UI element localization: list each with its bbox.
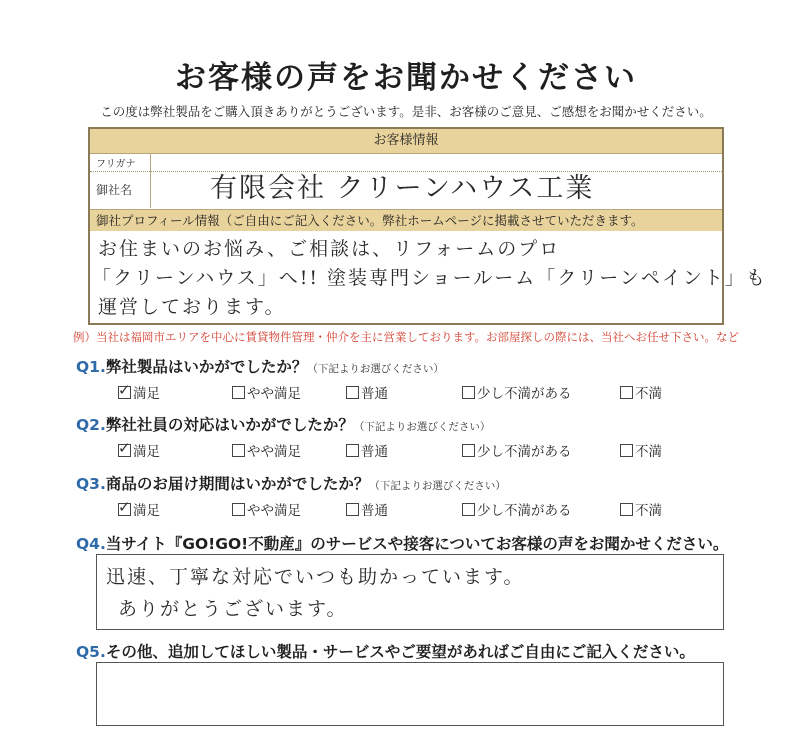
checkbox[interactable] [462, 386, 475, 399]
q2-option-normal[interactable] [346, 440, 388, 460]
checkbox[interactable] [346, 444, 359, 457]
question-2 [76, 413, 490, 435]
checkbox[interactable] [232, 444, 245, 457]
checkbox[interactable] [346, 386, 359, 399]
option-label: 少し不満がある [477, 503, 572, 519]
q4-answer-line: ありがとうございます。 [118, 598, 348, 620]
q1-option-unsatisfied[interactable] [620, 382, 662, 402]
question-3 [76, 472, 506, 494]
question-text: その他、追加してほしい製品・サービスやご要望があればご自由にご記入ください。 [105, 643, 695, 661]
example-note: 例）当社は福岡市エリアを中心に賃貸物件管理・仲介を主に営業しております。お部屋探しの際には、当社へお任せ下さい。など [72, 330, 740, 344]
q5-answer-box[interactable] [96, 662, 724, 726]
checkbox[interactable] [232, 386, 245, 399]
option-label: 満足 [133, 444, 160, 460]
q1-option-satisfied[interactable] [118, 382, 160, 402]
checkbox[interactable] [462, 503, 475, 516]
intro-text: この度は弊社製品をご購入頂きありがとうございます。是非、お客様のご意見、ご感想をお聞かせください。 [100, 104, 712, 119]
question-note: （下記よりお選びください） [307, 363, 444, 375]
question-number: Q1. [76, 358, 106, 376]
option-label: 満足 [133, 503, 160, 519]
furigana-label: フリガナ [96, 159, 136, 170]
question-note: （下記よりお選びください） [353, 421, 491, 433]
question-number: Q2. [76, 416, 106, 434]
question-1 [76, 355, 444, 377]
option-label: 不満 [635, 444, 662, 460]
option-label: やや満足 [247, 503, 301, 519]
question-text: 商品のお届け期間はいかがでしたか？ [105, 475, 370, 493]
checkbox-checked[interactable] [118, 386, 131, 399]
checkbox[interactable] [620, 386, 633, 399]
question-text: 当サイト『GO!GO!不動産』のサービスや接客についてお客様の声をお聞かせください。 [105, 535, 729, 553]
q2-option-unsatisfied[interactable] [620, 440, 662, 460]
profile-line: 運営しております。 [98, 296, 286, 318]
question-note: （下記よりお選びください） [369, 480, 506, 492]
label-divider [150, 154, 151, 208]
q1-option-normal[interactable] [346, 382, 388, 402]
checkbox[interactable] [462, 444, 475, 457]
q1-option-slightly-unsatisfied[interactable] [462, 382, 572, 402]
checkbox[interactable] [620, 444, 633, 457]
option-label: 少し不満がある [477, 386, 572, 402]
q3-option-satisfied[interactable] [118, 499, 160, 519]
checkbox-checked[interactable] [118, 444, 131, 457]
option-label: 満足 [133, 386, 160, 402]
question-number: Q4. [76, 535, 106, 553]
checkbox[interactable] [232, 503, 245, 516]
question-number: Q5. [76, 643, 106, 661]
q2-option-somewhat-satisfied[interactable] [232, 440, 301, 460]
question-number: Q3. [76, 475, 106, 493]
company-label: 御社名 [96, 183, 133, 197]
checkbox[interactable] [620, 503, 633, 516]
profile-line: 「クリーンハウス」へ!! 塗装専門ショールーム「クリーンペイント」も [92, 267, 767, 289]
option-label: 普通 [361, 386, 388, 402]
q1-option-somewhat-satisfied[interactable] [232, 382, 301, 402]
question-text: 弊社社員の対応はいかがでしたか？ [105, 416, 354, 434]
question-4 [76, 532, 728, 554]
q3-option-unsatisfied[interactable] [620, 499, 662, 519]
profile-heading: 御社プロフィール情報（ご自由にご記入ください。弊社ホームページに掲載させていただきます。 [90, 209, 722, 231]
option-label: 普通 [361, 444, 388, 460]
option-label: やや満足 [247, 386, 301, 402]
question-5 [76, 640, 695, 662]
option-label: 不満 [635, 503, 662, 519]
customer-info-heading: お客様情報 [90, 129, 722, 154]
company-name-field[interactable]: 有限会社 クリーンハウス工業 [210, 173, 595, 204]
option-label: 普通 [361, 503, 388, 519]
option-label: 少し不満がある [477, 444, 572, 460]
checkbox-checked[interactable] [118, 503, 131, 516]
option-label: やや満足 [247, 444, 301, 460]
q4-answer-line: 迅速、丁寧な対応でいつも助かっています。 [106, 566, 525, 588]
q3-option-slightly-unsatisfied[interactable] [462, 499, 572, 519]
q3-option-normal[interactable] [346, 499, 388, 519]
question-text: 弊社製品はいかがでしたか？ [105, 358, 308, 376]
profile-line: お住まいのお悩み、ご相談は、リフォームのプロ [98, 238, 561, 260]
q2-option-satisfied[interactable] [118, 440, 160, 460]
option-label: 不満 [635, 386, 662, 402]
q3-option-somewhat-satisfied[interactable] [232, 499, 301, 519]
page-title: お客様の声をお聞かせください [175, 60, 637, 96]
q2-option-slightly-unsatisfied[interactable] [462, 440, 572, 460]
checkbox[interactable] [346, 503, 359, 516]
